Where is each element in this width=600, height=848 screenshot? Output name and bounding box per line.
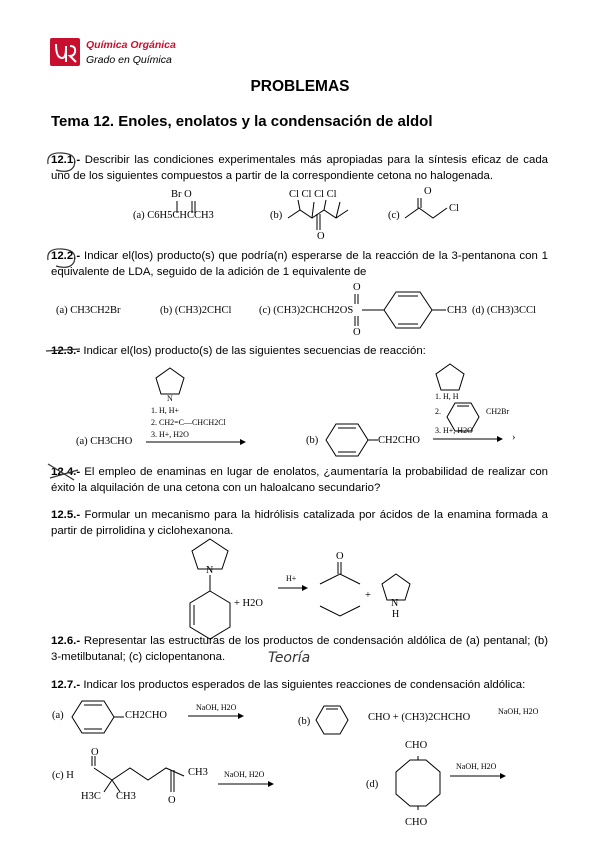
dialdehyde-cho-top: CHO bbox=[405, 740, 428, 751]
structure-12-1-b-label: (b) bbox=[270, 210, 283, 221]
problem-text: Indicar los productos esperados de las siguientes reacciones de condensación aldólica: bbox=[83, 679, 526, 691]
problem-12-4 bbox=[51, 464, 548, 496]
terminal-methyl: CH3 bbox=[188, 767, 208, 778]
reaction-arrow-12-7-a bbox=[188, 712, 244, 720]
gem-methyl-right: CH3 bbox=[116, 791, 136, 802]
reagent-12-3-b: CH2Br bbox=[486, 407, 510, 416]
reagent-12-2-a: (a) CH3CH2Br bbox=[56, 305, 121, 316]
step-12-3-a-3: 3. H+, H2O bbox=[151, 430, 189, 439]
reactant-12-3-b-label: (b) bbox=[306, 435, 319, 446]
problem-text: Indicar el(los) producto(s) que podría(n) esperarse de la reacción de la 3-pentanona con 1 equivalente de LDA, seguido de la adición de 1 equivalente de bbox=[51, 250, 548, 278]
benzene-ring-12-7-b bbox=[312, 700, 362, 740]
reaction-12-7-a-label: (a) bbox=[52, 710, 64, 721]
structure-12-1-b-oxygen: O bbox=[317, 231, 325, 242]
step-12-3-b-1: 1. H, H bbox=[435, 392, 459, 401]
ketone-oxygen-12-7-c: O bbox=[168, 795, 176, 806]
university-logo bbox=[50, 38, 80, 66]
cyclohexanone-structure bbox=[320, 562, 370, 622]
problem-number: 12.6.- bbox=[51, 635, 81, 647]
pyrrolidine-hydrogen: H bbox=[392, 609, 400, 620]
condition-12-7-b: NaOH, H2O bbox=[498, 707, 539, 716]
pyrrolidine-nitrogen-a: N bbox=[167, 394, 173, 403]
problem-number: 12.5.- bbox=[51, 509, 81, 521]
problem-12-3 bbox=[51, 343, 548, 359]
handwritten-strike-mark bbox=[44, 341, 84, 361]
benzene-ring-12-7-a bbox=[68, 697, 128, 737]
reaction-12-7-b-label: (b) bbox=[298, 716, 311, 727]
condition-12-7-c: NaOH, H2O bbox=[224, 770, 265, 779]
course-name: Química Orgánica bbox=[86, 39, 176, 51]
acid-catalyst: H+ bbox=[286, 574, 297, 583]
reactant-12-3-a: (a) CH3CHO bbox=[76, 436, 133, 447]
step-12-3-b-2: 2. bbox=[435, 407, 441, 416]
problem-text: Formular un mecanismo para la hidrólisis catalizada por ácidos de la enamina formada a partir de pirrolidina y ciclohexanona. bbox=[51, 509, 548, 537]
reaction-arrow-12-3-b bbox=[433, 435, 503, 443]
handwritten-note: Teoría bbox=[268, 650, 311, 666]
structure-12-1-c-oxygen: O bbox=[424, 186, 432, 197]
continuation-mark: › bbox=[512, 432, 516, 443]
logo-glyph-icon bbox=[50, 38, 80, 66]
problem-number: 12.4.- bbox=[51, 466, 81, 478]
tosyl-methyl: CH3 bbox=[447, 305, 467, 316]
item-label: (a) bbox=[133, 210, 145, 221]
substituent-12-7-a: CH2CHO bbox=[125, 710, 168, 721]
problem-text: Describir las condiciones experimentales más apropiadas para la síntesis eficaz de cada uno de los siguientes compuestos a partir de la correspondiente cetona no halogenada. bbox=[51, 154, 548, 182]
problem-number: 12.1.- bbox=[51, 154, 81, 166]
dialdehyde-cho-bottom: CHO bbox=[405, 817, 428, 828]
structure-12-1-c-label: (c) bbox=[388, 210, 400, 221]
problem-text: Indicar el(los) producto(s) de las siguientes secuencias de reacción: bbox=[83, 345, 426, 357]
structure-12-1-a-top: Br O bbox=[171, 189, 192, 200]
topic-title: Tema 12. Enoles, enolatos y la condensación de aldol bbox=[51, 113, 433, 130]
structure-12-1-b-top: Cl Cl Cl Cl bbox=[289, 189, 337, 200]
problem-12-2 bbox=[51, 248, 548, 280]
benzene-ring-12-3-b bbox=[322, 420, 382, 460]
item-formula: C6H5CHCCH3 bbox=[147, 210, 214, 221]
reagent-12-2-b: (b) (CH3)2CHCl bbox=[160, 305, 232, 316]
plus-sign: + bbox=[365, 590, 371, 601]
problem-12-5 bbox=[51, 507, 548, 539]
condition-12-7-a: NaOH, H2O bbox=[196, 703, 237, 712]
reactants-12-7-b: CHO + (CH3)2CHCHO bbox=[368, 712, 471, 723]
reaction-arrow-12-7-c bbox=[218, 780, 274, 788]
reaction-arrow-12-3-a bbox=[146, 438, 246, 446]
step-12-3-b-3: 3. H+, H2O bbox=[435, 426, 473, 435]
water-reagent: + H2O bbox=[234, 598, 263, 609]
step-12-3-a-1: 1. H, H+ bbox=[151, 406, 180, 415]
sulfonyl-oxygen-top: O bbox=[353, 282, 361, 293]
problem-number: 12.7.- bbox=[51, 679, 81, 691]
problem-number: 12.3.- bbox=[51, 345, 81, 357]
problem-text: Representar las estructuras de los productos de condensación aldólica de (a) pentanal; (b) 3-metilbutanal; (c) ciclopentanona. bbox=[51, 635, 548, 663]
page-title: PROBLEMAS bbox=[250, 78, 350, 95]
aldehyde-oxygen: O bbox=[91, 747, 99, 758]
pyrrolidine-nitrogen: N bbox=[391, 598, 399, 609]
problem-number: 12.2.- bbox=[51, 250, 81, 262]
reaction-12-7-c-label: (c) H bbox=[52, 770, 74, 781]
reagent-12-2-d: (d) (CH3)3CCl bbox=[472, 305, 536, 316]
course-header bbox=[86, 38, 176, 68]
problem-12-7 bbox=[51, 677, 548, 693]
degree-name: Grado en Química bbox=[86, 54, 172, 66]
problem-text: El empleo de enaminas en lugar de enolatos, ¿aumentaría la probabilidad de realizar con éxito la alquilación de una cetona con un haloalcano secundario? bbox=[51, 466, 548, 494]
handwritten-strike-mark bbox=[44, 460, 84, 484]
handwritten-circle-mark bbox=[44, 150, 84, 174]
ketone-oxygen: O bbox=[336, 551, 344, 562]
problem-12-1 bbox=[51, 152, 548, 184]
handwritten-circle-mark bbox=[44, 246, 84, 270]
sulfonyl-oxygen-bottom: O bbox=[353, 327, 361, 338]
substituent-12-3-b: CH2CHO bbox=[378, 435, 421, 446]
structure-12-1-c-chlorine: Cl bbox=[449, 203, 459, 214]
step-12-3-a-2: 2. CH2=C—CHCH2Cl bbox=[151, 418, 226, 427]
cyclooctane-ring bbox=[388, 756, 448, 816]
reaction-12-7-d-label: (d) bbox=[366, 779, 379, 790]
gem-methyl-left: H3C bbox=[81, 791, 101, 802]
reaction-arrow-12-7-d bbox=[450, 772, 506, 780]
condition-12-7-d: NaOH, H2O bbox=[456, 762, 497, 771]
reaction-arrow-12-5 bbox=[278, 584, 308, 592]
enamine-nitrogen: N bbox=[206, 565, 214, 576]
keto-aldehyde-skeleton bbox=[78, 756, 198, 816]
tosyl-ring-structure bbox=[350, 288, 460, 338]
reagent-12-2-c: (c) (CH3)2CHCH2OS bbox=[259, 305, 354, 316]
structure-12-1-a-label bbox=[133, 210, 214, 221]
